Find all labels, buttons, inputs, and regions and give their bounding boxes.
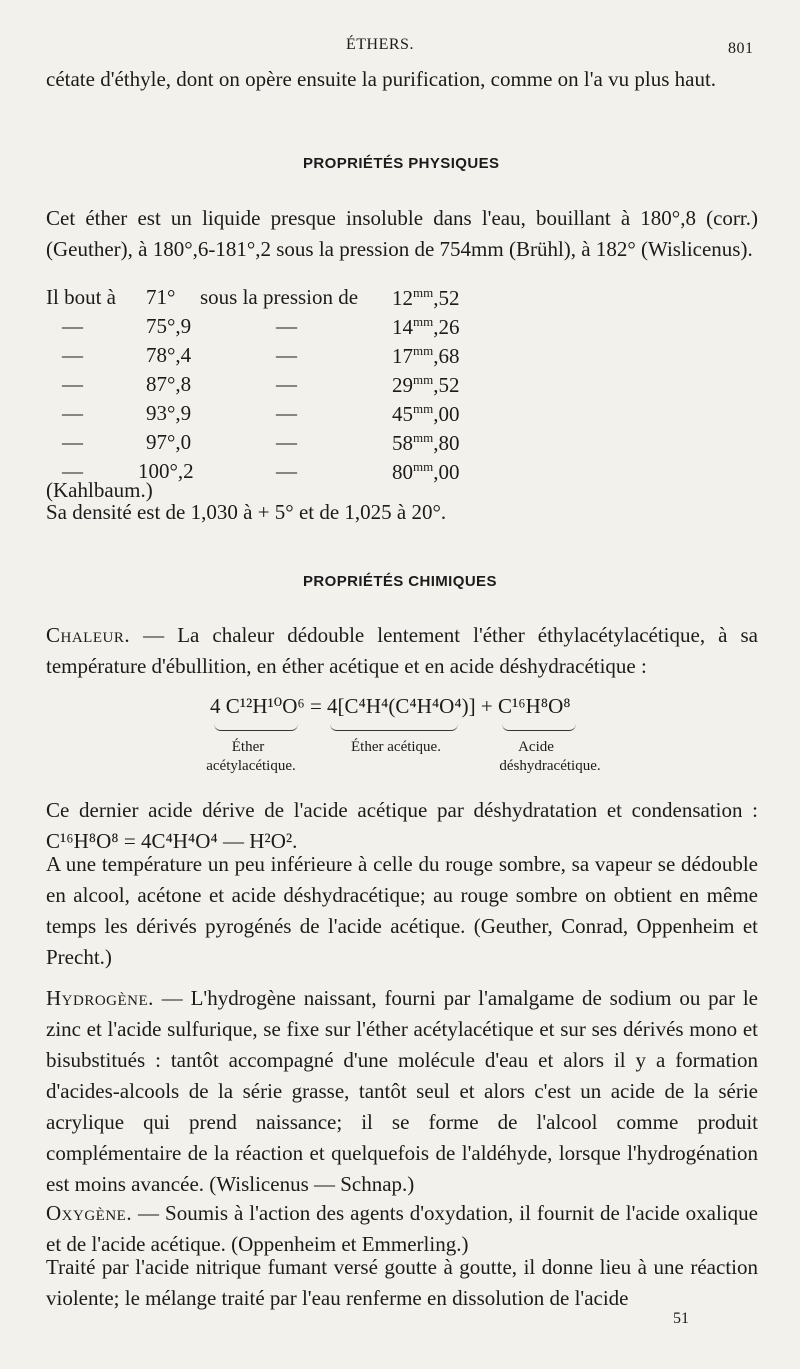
table-pressure: $58^{mm},80$ [392,430,460,455]
label-deshydracetique: déshydracétique. [499,758,601,774]
label-acide: Acide [518,739,554,755]
brace-1 [214,724,298,731]
table-temp: 97°,0 [146,430,192,454]
table-dash: — [62,430,83,454]
physical-paragraph: Cet éther est un liquide presque insoluble dans l'eau, bouillant à 180°,8 (corr.) (Geuther), à 180°,6-181°,2 sous la pression de 754mm (Brühl), à 182° (Wislicenus). [46,206,758,261]
table-temp: 93°,9 [146,401,192,425]
table-temp: 71° [146,285,176,309]
oxygene-label: Oxygène. [46,1201,133,1225]
chaleur-paragraph [46,620,758,682]
table-pressure: $12^{mm},52$ [392,285,460,310]
density-line: Sa densité est de 1,030 à + 5° et de 1,025 à 20°. [46,500,447,524]
temperature-paragraph: A une température un peu inférieure à celle du rouge sombre, sa vapeur se dédouble en alcool, acétone et acide déshydracétique; au rouge sombre on obtient en même temps les dérivés pyrogénés de l'acide acétique. (Geuther, Conrad, Oppenheim et Precht.) [46,852,758,969]
derive-paragraph: Ce dernier acide dérive de l'acide acétique par déshydratation et condensation : C¹⁶H⁸O⁸ = 4C⁴H⁴O⁴ — H²O². [46,798,758,853]
table-temp: 78°,4 [146,343,192,367]
table-dash: — [276,430,297,454]
section-heading-chemical: PROPRIÉTÉS CHIMIQUES [303,573,497,590]
chaleur-label: Chaleur. [46,623,131,647]
table-dash: — [62,401,83,425]
table-pressure: $45^{mm},00$ [392,401,460,426]
traite-paragraph: Traité par l'acide nitrique fumant versé goutte à goutte, il donne lieu à une réaction violente; le mélange traité par l'eau renferme en dissolution de l'acide [46,1255,758,1310]
table-dash: — [276,401,297,425]
table-dash: — [62,343,83,367]
hydrogene-label: Hydrogène. [46,986,154,1010]
table-dash: — [276,343,297,367]
table-temp: 87°,8 [146,372,192,396]
label-acetylacetique: acétylacétique. [206,758,296,774]
table-source: (Kahlbaum.) [46,478,153,502]
table-dash: — [276,372,297,396]
table-dash: — [276,459,297,483]
table-dash: — [276,314,297,338]
hydrogene-text: — L'hydrogène naissant, fourni par l'amalgame de sodium ou par le zinc et l'acide sulfurique, se fixe sur l'éther acétylacétique et sur ses dérivés mono et bisubstitués : tantôt accompagné d'une molécule d'eau et alors il y a formation d'acides-alcools de la série grasse, tantôt seul et alors c'est un acide de la série acrylique qui prend naissance; il se forme de l'alcool comme produit complémentaire de la réaction et quelquefois de l'aldéhyde, lorsque l'hydrogénation est moins avancée. (Wislicenus — Schnap.) [46,986,758,1196]
label-ether: Éther [231,739,265,755]
table-prefix: Il bout à [46,285,116,309]
table-pressure: $17^{mm},68$ [392,343,460,368]
equation: 4 C¹²H¹⁰O⁶ = 4[C⁴H⁴(C⁴H⁴O⁴)] + C¹⁶H⁸O⁸ [210,694,571,718]
brace-3 [502,724,576,731]
table-dash: — [62,459,83,483]
table-dash: — [62,372,83,396]
label-ether-acetique: Éther acétique. [351,739,441,755]
intro-paragraph: cétate d'éthyle, dont on opère ensuite la purification, comme on l'a vu plus haut. [46,67,717,91]
oxygene-paragraph [46,1198,758,1260]
oxygene-text: — Soumis à l'action des agents d'oxydation, il fournit de l'acide oxalique et de l'acide acétique. (Oppenheim et Emmerling.) [46,1201,758,1256]
chaleur-text: — La chaleur dédouble lentement l'éther éthylacétylacétique, à sa température d'ébullition, en éther acétique et en acide déshydracétique : [46,623,758,678]
table-pressure: $14^{mm},26$ [392,314,460,339]
table-dash: — [62,314,83,338]
table-mid: sous la pression de [200,285,359,309]
table-temp: 75°,9 [146,314,192,338]
table-pressure: $29^{mm},52$ [392,372,460,397]
hydrogene-paragraph [46,983,758,1200]
brace-2 [330,724,458,731]
table-pressure: $80^{mm},00$ [392,459,460,484]
page-number: 801 [728,40,754,57]
signature-mark: 51 [673,1310,689,1327]
section-heading-physical: PROPRIÉTÉS PHYSIQUES [303,155,500,172]
running-head: ÉTHERS. [346,36,414,53]
table-temp: 100°,2 [138,459,194,483]
